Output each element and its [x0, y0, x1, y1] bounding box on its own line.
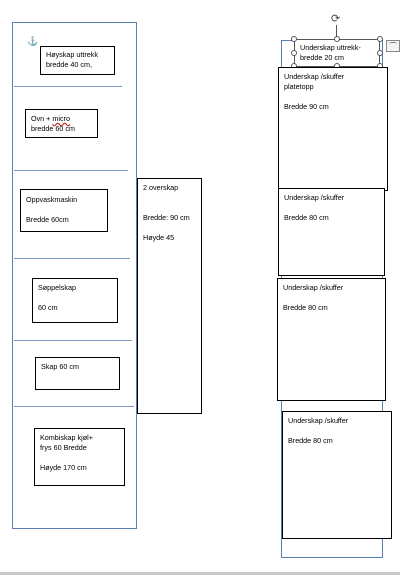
- cabinet-box-waste[interactable]: [32, 278, 118, 323]
- anchor-icon: ⚓: [27, 36, 39, 46]
- separator-line: [14, 340, 132, 341]
- resize-handle[interactable]: [291, 36, 297, 42]
- cabinet-box-skap-60[interactable]: [35, 357, 120, 390]
- base-cabinet-box-2[interactable]: [278, 188, 385, 276]
- box-text-line: Kombiskap kjøl+: [40, 433, 93, 442]
- layout-options-button[interactable]: ⌒: [386, 40, 400, 52]
- resize-handle[interactable]: [377, 36, 383, 42]
- resize-handle[interactable]: [334, 36, 340, 42]
- box-text-line: Bredde 60cm: [26, 215, 69, 224]
- separator-line: [14, 86, 122, 87]
- box-text-line: [143, 203, 196, 213]
- box-text-line: [143, 223, 196, 233]
- box-text-line: Høyskap uttrekk: [46, 50, 98, 59]
- separator-line: [14, 406, 134, 407]
- box-text-line: Høyde 170 cm: [40, 463, 87, 472]
- box-text-line: Bredde 80 cm: [283, 303, 328, 312]
- resize-handle[interactable]: [377, 50, 383, 56]
- box-text-line: [284, 92, 382, 102]
- box-text-line: [40, 453, 119, 463]
- box-text-line: [288, 426, 386, 436]
- box-text-line: Underskap /skuffer: [284, 193, 345, 202]
- box-text-line: Bredde 80 cm: [288, 436, 333, 445]
- box-text-line: bredde 20 cm: [300, 53, 344, 62]
- box-text-line: [283, 293, 380, 303]
- box-text-line: Oppvaskmaskin: [26, 195, 78, 204]
- box-text-line: frys 60 Bredde: [40, 443, 87, 452]
- box-text-line: bredde 60 cm: [31, 124, 75, 133]
- box-text-line: [284, 203, 379, 213]
- box-text-line: Bredde 80 cm: [284, 213, 329, 222]
- box-text-line: [26, 205, 102, 215]
- box-text-line: bredde 40 cm,: [46, 60, 92, 69]
- box-text-line: [31, 114, 92, 124]
- cabinet-box-tall-pullout[interactable]: [40, 46, 115, 75]
- box-text-line: Underskap /skuffer: [288, 416, 349, 425]
- box-text-line: Bredde: 90 cm: [143, 213, 190, 222]
- box-text-line: 2 overskap: [143, 183, 179, 192]
- spellcheck-word[interactable]: micro: [52, 114, 70, 123]
- box-text-line: platetopp: [284, 82, 314, 91]
- box-text-part: Ovn + micro: [31, 114, 70, 123]
- rotate-handle-icon[interactable]: ⟳: [331, 13, 341, 25]
- resize-handle[interactable]: [291, 50, 297, 56]
- cabinet-box-fridge-freezer[interactable]: [34, 428, 125, 486]
- base-cabinet-box-1[interactable]: [278, 67, 388, 191]
- box-text-line: Skap 60 cm: [41, 362, 79, 371]
- box-text-line: Høyde 45: [143, 233, 175, 242]
- cabinet-box-oven-micro[interactable]: [25, 109, 98, 138]
- box-text-line: [38, 293, 112, 303]
- base-cabinet-box-3[interactable]: [277, 278, 386, 401]
- box-text-line: Underskap /skuffer: [283, 283, 344, 292]
- separator-line: [14, 258, 130, 259]
- box-text-line: Underskap uttrekk-: [300, 43, 361, 52]
- box-text-line: Underskap /skuffer: [284, 72, 345, 81]
- cabinet-box-dishwasher[interactable]: [20, 189, 108, 232]
- separator-line: [14, 170, 128, 171]
- box-text-line: 60 cm: [38, 303, 58, 312]
- box-text-line: Søppelskap: [38, 283, 76, 292]
- box-text-line: [143, 193, 196, 203]
- upper-cabinets-box[interactable]: [137, 178, 202, 414]
- box-text-line: Bredde 90 cm: [284, 102, 329, 111]
- base-cabinet-box-4[interactable]: [282, 411, 392, 539]
